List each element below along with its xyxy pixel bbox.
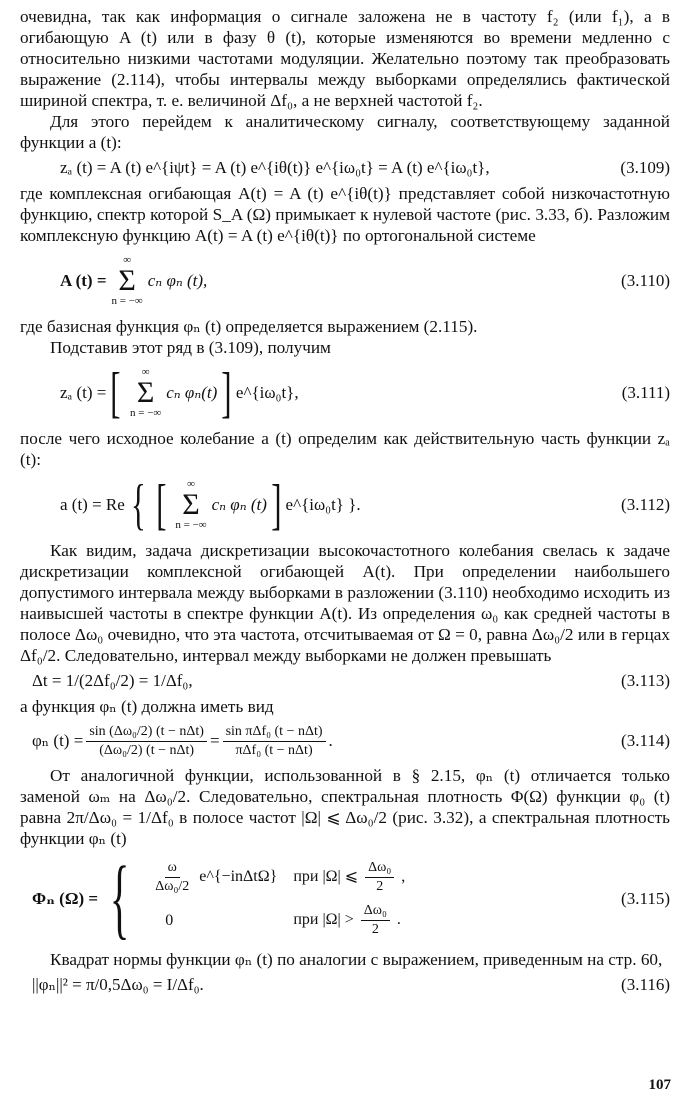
eq115-r1-cond-fraction	[365, 860, 394, 895]
eq112-sum	[175, 479, 206, 531]
paragraph-10: Квадрат нормы функции φₙ (t) по аналогии с выражением, приведенным на стр. 60,	[50, 950, 663, 969]
eq111-sum	[130, 367, 161, 419]
paragraph-7: Как видим, задача дискретизации высокочастотного колебания свелась к задаче дискретизации комплексной огибающей A(t). При определении наибольшего допустимого интервала между выборками в разложении (3.110) необходимо исходить из наивысшей частоты в спектре функции A(t). Из определения ω₀ как средней частоты в полосе Δω₀ очевидно, что эта частота, отсчитываемая от Ω = 0, равна Δω₀/2 или в герцах Δf₀/2. Следовательно, интервал между выборками не должен превышать	[20, 541, 670, 665]
eq113-expr: Δt = 1/(2Δf₀/2) = 1/Δf₀,	[32, 671, 193, 690]
eq110-lhs: A (t) =	[60, 271, 107, 290]
eq111-lhs: zₐ (t) =	[60, 383, 107, 402]
eq115-r1-tail: ,	[401, 868, 406, 886]
eq115-r1-exponential: e^{−inΔtΩ}	[199, 868, 278, 886]
eq110-sum-top: ∞	[123, 254, 132, 266]
eq115-r1-denominator: Δω₀/2	[155, 879, 190, 894]
equation-3-114	[20, 717, 670, 765]
left-bracket-icon: [	[110, 362, 121, 424]
eq114-f1-denominator: (Δω₀/2) (t − nΔt)	[99, 742, 195, 758]
eq110-sum-bottom: n = −∞	[111, 295, 143, 307]
eq114-f2-denominator: πΔf₀ (t − nΔt)	[235, 742, 313, 758]
eq110-sum	[112, 255, 143, 307]
eq116-expr: ||φₙ||² = π/0,5Δω₀ = I/Δf₀.	[32, 975, 204, 994]
paragraph-5: Подставив этот ряд в (3.109), получим	[50, 338, 331, 357]
eq115-r1-cond-numerator: Δω₀	[365, 860, 394, 878]
right-bracket-icon: ]	[221, 362, 232, 424]
eq115-r2-cond-fraction	[361, 903, 390, 938]
eq115-r2-cond-denominator: 2	[371, 922, 379, 937]
eq115-case2-condition	[285, 899, 413, 942]
equation-3-113	[20, 666, 670, 696]
eq116-number: (3.116)	[621, 975, 670, 994]
eq109-number: (3.109)	[620, 158, 670, 177]
eq113-number: (3.113)	[621, 671, 670, 690]
eq109-expr: zₐ (t) = A (t) e^{iψt} = A (t) e^{iθ(t)} e^{iω₀t} = A (t) e^{iω₀t},	[60, 158, 490, 177]
eq114-f1-numerator: sin (Δω₀/2) (t − nΔt)	[86, 724, 207, 742]
eq115-r1-cond: при |Ω| ⩽	[293, 868, 359, 886]
eq112-number: (3.112)	[621, 495, 670, 514]
eq112-body: cₙ φₙ (t)	[211, 495, 267, 514]
equation-3-116	[20, 970, 670, 1000]
sum-sigma-icon: Σ	[118, 264, 136, 297]
eq114-number: (3.114)	[621, 731, 670, 750]
sum-sigma-icon: Σ	[182, 488, 200, 521]
eq114-fraction-1	[86, 724, 207, 759]
eq110-number: (3.110)	[621, 271, 670, 290]
eq115-r2-tail: .	[396, 911, 401, 929]
eq115-cases-table	[141, 856, 413, 942]
paragraph-9: От аналогичной функции, использованной в § 2.15, φₙ (t) отличается только заменой ωₘ на Δω₀/2. Следовательно, спектральная плотность Φ(Ω) функции φ₀ (t) равна 2π/Δω₀ = 1/Δf₀ в полосе частот |Ω| ⩽ Δω₀/2 (рис. 3.32), а спектральная плотность функции φₙ (t)	[20, 766, 670, 848]
eq115-case2-value	[141, 899, 285, 942]
equation-3-109	[20, 153, 670, 183]
eq114-tail: .	[328, 731, 333, 750]
eq114-f2-numerator: sin πΔf₀ (t − nΔt)	[223, 724, 326, 742]
eq111-tail: e^{iω₀t},	[235, 383, 299, 402]
eq115-number: (3.115)	[621, 889, 670, 908]
eq111-sum-bottom: n = −∞	[129, 407, 162, 419]
paragraph-4: где базисная функция φₙ (t) определяется выражением (2.115).	[20, 317, 478, 336]
right-bracket-icon: ]	[271, 474, 282, 536]
eq115-r1-numerator: ω	[165, 860, 180, 878]
eq112-sum-top: ∞	[187, 478, 195, 490]
page-body	[20, 6, 670, 1000]
eq114-lhs: φₙ (t) =	[32, 731, 84, 750]
eq111-body: cₙ φₙ(t)	[166, 383, 218, 402]
eq112-tail: e^{iω₀t} }.	[285, 495, 361, 514]
equation-3-115	[20, 849, 670, 949]
eq115-case-row	[141, 899, 413, 942]
eq111-sum-top: ∞	[141, 366, 150, 378]
sum-sigma-icon: Σ	[136, 376, 155, 409]
equation-3-111	[20, 358, 670, 428]
equation-3-112	[20, 470, 670, 540]
left-brace-icon: {	[130, 474, 146, 536]
paragraph-6: после чего исходное колебание a (t) определим как действительную часть функции zₐ (t):	[20, 429, 670, 469]
eq112-sum-bottom: n = −∞	[175, 519, 207, 531]
eq115-lhs: Φₙ (Ω) =	[32, 889, 99, 908]
page-number: 107	[648, 1077, 671, 1093]
eq115-r1-fraction	[152, 860, 192, 895]
eq115-cases	[98, 849, 413, 948]
paragraph-1: очевидна, так как информация о сигнале заложена не в частоту f₂ (или f₁), а в огибающую A (t) или в фазу θ (t), которые изменяются во времени медленно с относительно низкими частотами модуляции. Желательно поэтому так преобразовать выражение (2.114), чтобы интервалы между выборками определялись фактической шириной спектра, т. е. величиной Δf₀, а не верхней частотой f₂.	[20, 7, 670, 110]
eq115-r2-cond: при |Ω| >	[293, 911, 354, 929]
left-brace-icon: {	[109, 849, 130, 948]
eq111-number: (3.111)	[621, 383, 670, 402]
paragraph-3: где комплексная огибающая A(t) = A (t) e^{iθ(t)} представляет собой низкочастотную функцию, спектр которой S_A (Ω) примыкает к нулевой частоте (рис. 3.33, б). Разложим комплексную функцию A(t) = A (t) e^{iθ(t)} по ортогональной системе	[20, 184, 670, 245]
eq115-r2-cond-numerator: Δω₀	[361, 903, 390, 921]
eq115-case1-condition	[285, 856, 413, 899]
eq115-r1-cond-denominator: 2	[376, 879, 384, 894]
eq115-case-row	[141, 856, 413, 899]
eq114-equals: =	[209, 731, 220, 750]
paragraph-8: а функция φₙ (t) должна иметь вид	[20, 697, 274, 716]
paragraph-2: Для этого перейдем к аналитическому сигналу, соответствующему заданной функции a (t):	[20, 112, 670, 152]
eq112-lhs: a (t) = Re	[60, 495, 125, 514]
eq110-body: cₙ φₙ (t),	[147, 271, 208, 290]
equation-3-110	[20, 246, 670, 316]
eq114-fraction-2	[223, 724, 326, 759]
eq115-r2-value: 0	[165, 911, 174, 929]
left-bracket-icon: [	[155, 474, 167, 536]
eq115-case1-value	[141, 856, 285, 899]
